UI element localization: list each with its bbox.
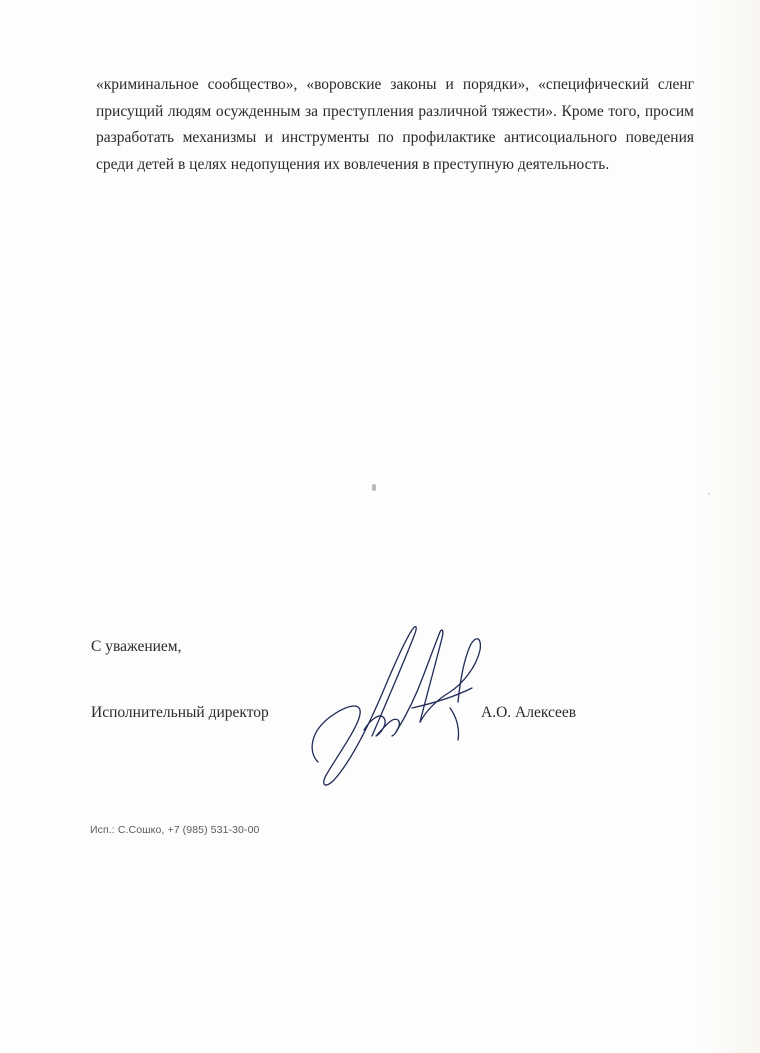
letter-body-paragraph: «криминальное сообщество», «воровские законы и порядки», «специфический сленг присущий людям осужденным за преступления различной тяжести». Кроме того, просим разработать механизмы и инструменты по профилактике антисоциального поведения среди детей в целях недопущения их вовлечения в преступную деятельность. xyxy=(96,76,694,173)
executor-contact: Исп.: С.Сошко, +7 (985) 531-30-00 xyxy=(90,824,260,836)
scan-speck xyxy=(372,484,376,491)
signer-position: Исполнительный директор xyxy=(91,704,269,721)
signer-name: А.О. Алексеев xyxy=(481,704,577,721)
closing-salutation: С уважением, xyxy=(91,638,182,655)
handwritten-signature xyxy=(300,612,500,802)
scan-speck xyxy=(708,493,710,495)
scan-edge-shading xyxy=(700,0,760,1053)
